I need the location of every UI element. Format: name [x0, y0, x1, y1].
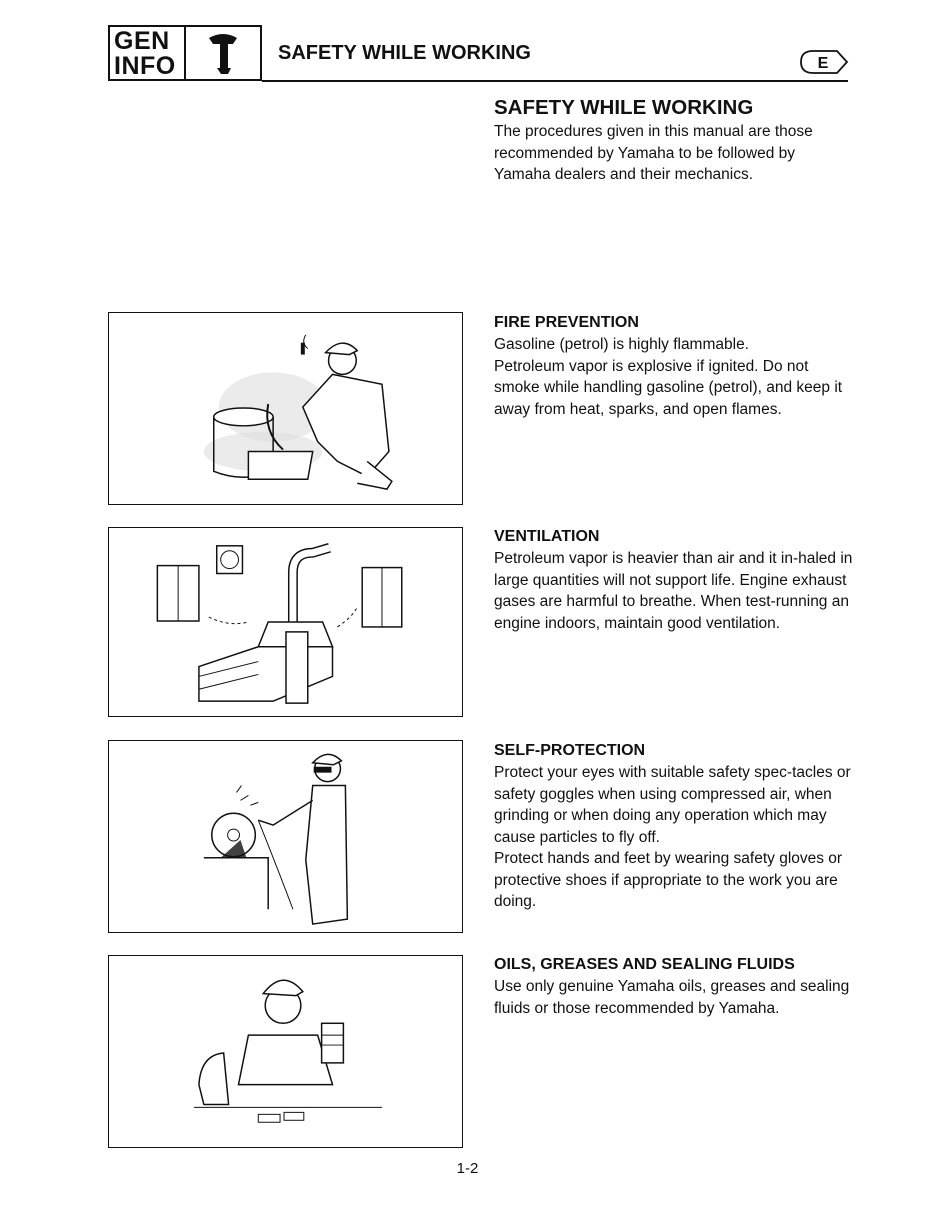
ventilation-title: VENTILATION	[494, 528, 600, 545]
gen-label: GEN	[114, 27, 170, 55]
gen-info-badge	[108, 25, 262, 81]
fire-prevention-illustration	[108, 312, 463, 505]
ventilation-text: Petroleum vapor is heavier than air and it in-haled in large quantities will not support life. Engine exhaust gases are harmful to breathe. When test-running an engine indoors, maintain good ventilation.	[494, 550, 853, 632]
language-badge-label: E	[817, 55, 829, 72]
page-number: 1-2	[456, 1160, 479, 1177]
oils-greases-section	[494, 954, 854, 1019]
oils-greases-text: Use only genuine Yamaha oils, greases and sealing fluids or those recommended by Yamaha.	[494, 978, 850, 1017]
fire-prevention-text-1: Gasoline (petrol) is highly flammable.	[494, 336, 749, 353]
indoor-engine-test-icon	[109, 528, 462, 716]
mechanic-with-products-icon	[109, 956, 462, 1147]
fire-prevention-text-2: Petroleum vapor is explosive if ignited. Do not smoke while handling gasoline (petrol), and keep it away from heat, sparks, and open flames.	[494, 357, 843, 418]
language-badge	[793, 48, 849, 76]
intro-text: The procedures given in this manual are those recommended by Yamaha to be followed by Yamaha dealers and their mechanics.	[494, 123, 813, 183]
oils-greases-title: OILS, GREASES AND SEALING FLUIDS	[494, 956, 795, 973]
ventilation-illustration	[108, 527, 463, 717]
gen-info-label	[110, 27, 186, 79]
fire-prevention-title: FIRE PREVENTION	[494, 314, 639, 331]
self-protection-section	[494, 740, 854, 913]
oils-greases-illustration	[108, 955, 463, 1148]
info-label: INFO	[114, 52, 176, 80]
page-title: SAFETY WHILE WORKING	[494, 96, 754, 119]
header-title: SAFETY WHILE WORKING	[278, 42, 531, 64]
outboard-motor-icon	[186, 27, 260, 79]
self-protection-text-1: Protect your eyes with suitable safety spec-tacles or safety goggles when using compressed air, when grinding or when doing any operation which may cause particles to fly off.	[494, 764, 851, 846]
grinding-mechanic-icon	[109, 741, 462, 932]
ventilation-section	[494, 526, 854, 634]
refueling-mechanic-icon	[109, 313, 462, 504]
fire-prevention-section	[494, 312, 854, 420]
self-protection-text-2: Protect hands and feet by wearing safety gloves or protective shoes if appropriate to the work you are doing.	[494, 850, 843, 910]
self-protection-title: SELF-PROTECTION	[494, 742, 646, 759]
self-protection-illustration	[108, 740, 463, 933]
intro-section	[494, 95, 854, 186]
header-divider	[262, 80, 848, 82]
